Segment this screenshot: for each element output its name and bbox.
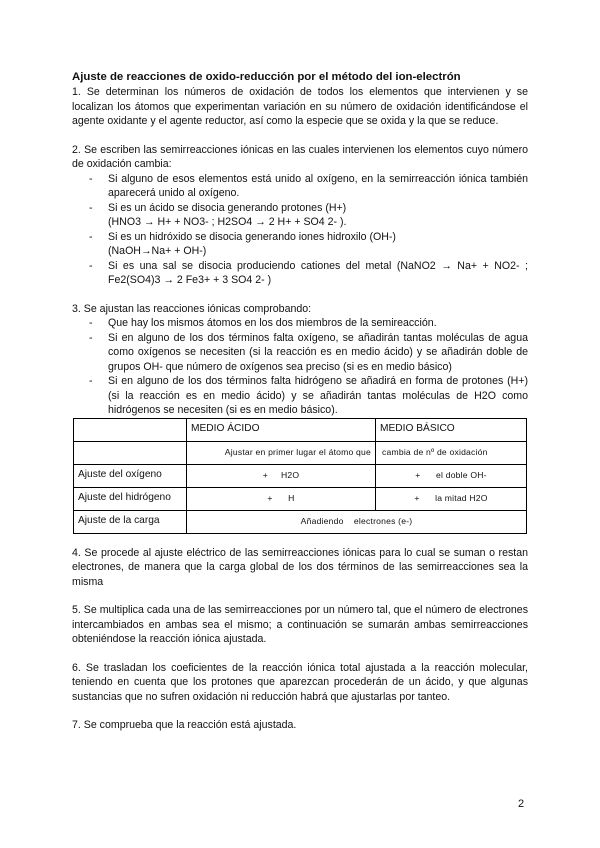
table-row-label: Ajuste del hidrógeno: [74, 487, 187, 510]
table-row: [74, 441, 527, 464]
step-2-item: - Si es una sal se disocia produciendo cationes del metal (NaNO2 → Na+ + NO2- ; Fe2(SO4)3 → 2 Fe3+ + 3 SO4 2- ): [89, 259, 528, 288]
step-4: 4. Se procede al ajuste eléctrico de las semirreacciones iónicas para lo cual se suman o restan electrones, de manera que la carga global de los dos términos de las semirreacciones sea la misma: [72, 546, 528, 588]
table-cell: + la mitad H2O: [376, 487, 527, 510]
table-row: [74, 464, 527, 487]
table-cell: + H2O: [187, 464, 376, 487]
table-row: [74, 487, 527, 510]
step-1: 1. Se determinan los números de oxidación de todos los elementos que intervienen y se localizan los átomos que experimentan variación en su número de oxidación identificándose el agente oxidante y el agente reductor, así como la especie que se oxida y la que se reduce.: [72, 86, 528, 127]
table-header-basic: MEDIO BÁSICO: [376, 418, 527, 441]
document-title: Ajuste de reacciones de oxido-reducción por el método del ion-electrón: [72, 71, 461, 83]
step-2-item-line: (HNO3 → H+ + NO3- ; H2SO4 → 2 H+ + SO4 2- ).: [108, 216, 347, 228]
step-6: 6. Se trasladan los coeficientes de la reacción iónica total ajustada a la reacción molecular, teniendo en cuenta que los protones que aparezcan procederán de un ácido, y que algunas sustancias que no sufren oxidación ni reducción habrá que ajustarlas por tanteo.: [72, 661, 528, 703]
table-cell-empty: [74, 441, 187, 464]
table-row: [74, 510, 527, 533]
step-7: 7. Se comprueba que la reacción está ajustada.: [72, 719, 297, 731]
table-cell: + H: [187, 487, 376, 510]
table-cell-empty: [74, 418, 187, 441]
step-2-list: [72, 172, 528, 288]
step-5: 5. Se multiplica cada una de las semirreacciones por un número tal, que el número de electrones intercambiados en ambas sea el mismo; a continuación se sumarán ambas semirreacciones obteniéndose la reacción iónica ajustada.: [72, 604, 528, 645]
adjustment-table: [73, 418, 527, 534]
step-2-item: - Si alguno de esos elementos está unido al oxígeno, en la semirreacción iónica también aparecerá unido al oxígeno.: [89, 172, 528, 201]
step-3-list: [72, 316, 528, 418]
table-cell: Ajustar en primer lugar el átomo que: [187, 441, 376, 464]
step-2-item: [89, 230, 528, 259]
step-2-item-line: - Si es un ácido se disocia generando protones (H+): [108, 201, 347, 214]
step-2-item-line: - Si es un hidróxido se disocia generando iones hidroxilo (OH-): [108, 230, 396, 243]
step-3-item: - Que hay los mismos átomos en los dos miembros de la semireacción.: [89, 316, 528, 331]
step-2-item: [89, 201, 528, 230]
table-cell: + el doble OH-: [376, 464, 527, 487]
page-number: 2: [518, 798, 525, 810]
table-row-label: Ajuste de la carga: [74, 510, 187, 533]
step-3-intro: 3. Se ajustan las reacciones iónicas comprobando:: [72, 302, 312, 315]
step-3-item: - Si en alguno de los dos términos falta hidrógeno se añadirá en forma de protones (H+) (si la reacción es en medio ácido) y se añadirán tantas moléculas de H2O como hidrógenos se necesiten (si es en medio básico).: [89, 374, 528, 418]
table-row: [74, 418, 527, 441]
step-2-intro: 2. Se escriben las semirreacciones iónicas en las cuales intervienen los elementos cuyo número de oxidación cambia:: [72, 143, 528, 170]
step-3-item: - Si en alguno de los dos términos falta oxígeno, se añadirán tantas moléculas de agua como oxígenos se necesiten (si la reacción es en medio ácido) y se añadirán doble de grupos OH- que número de oxígenos sea preciso (si es en medio básico): [89, 331, 528, 375]
table-cell: Añadiendo electrones (e-): [187, 510, 527, 533]
document-page: [72, 70, 528, 733]
table-cell: cambia de nº de oxidación: [376, 441, 527, 464]
step-2-item-line: (NaOH→Na+ + OH-): [108, 245, 207, 257]
table-header-acid: MEDIO ÁCIDO: [187, 418, 376, 441]
table-row-label: Ajuste del oxígeno: [74, 464, 187, 487]
